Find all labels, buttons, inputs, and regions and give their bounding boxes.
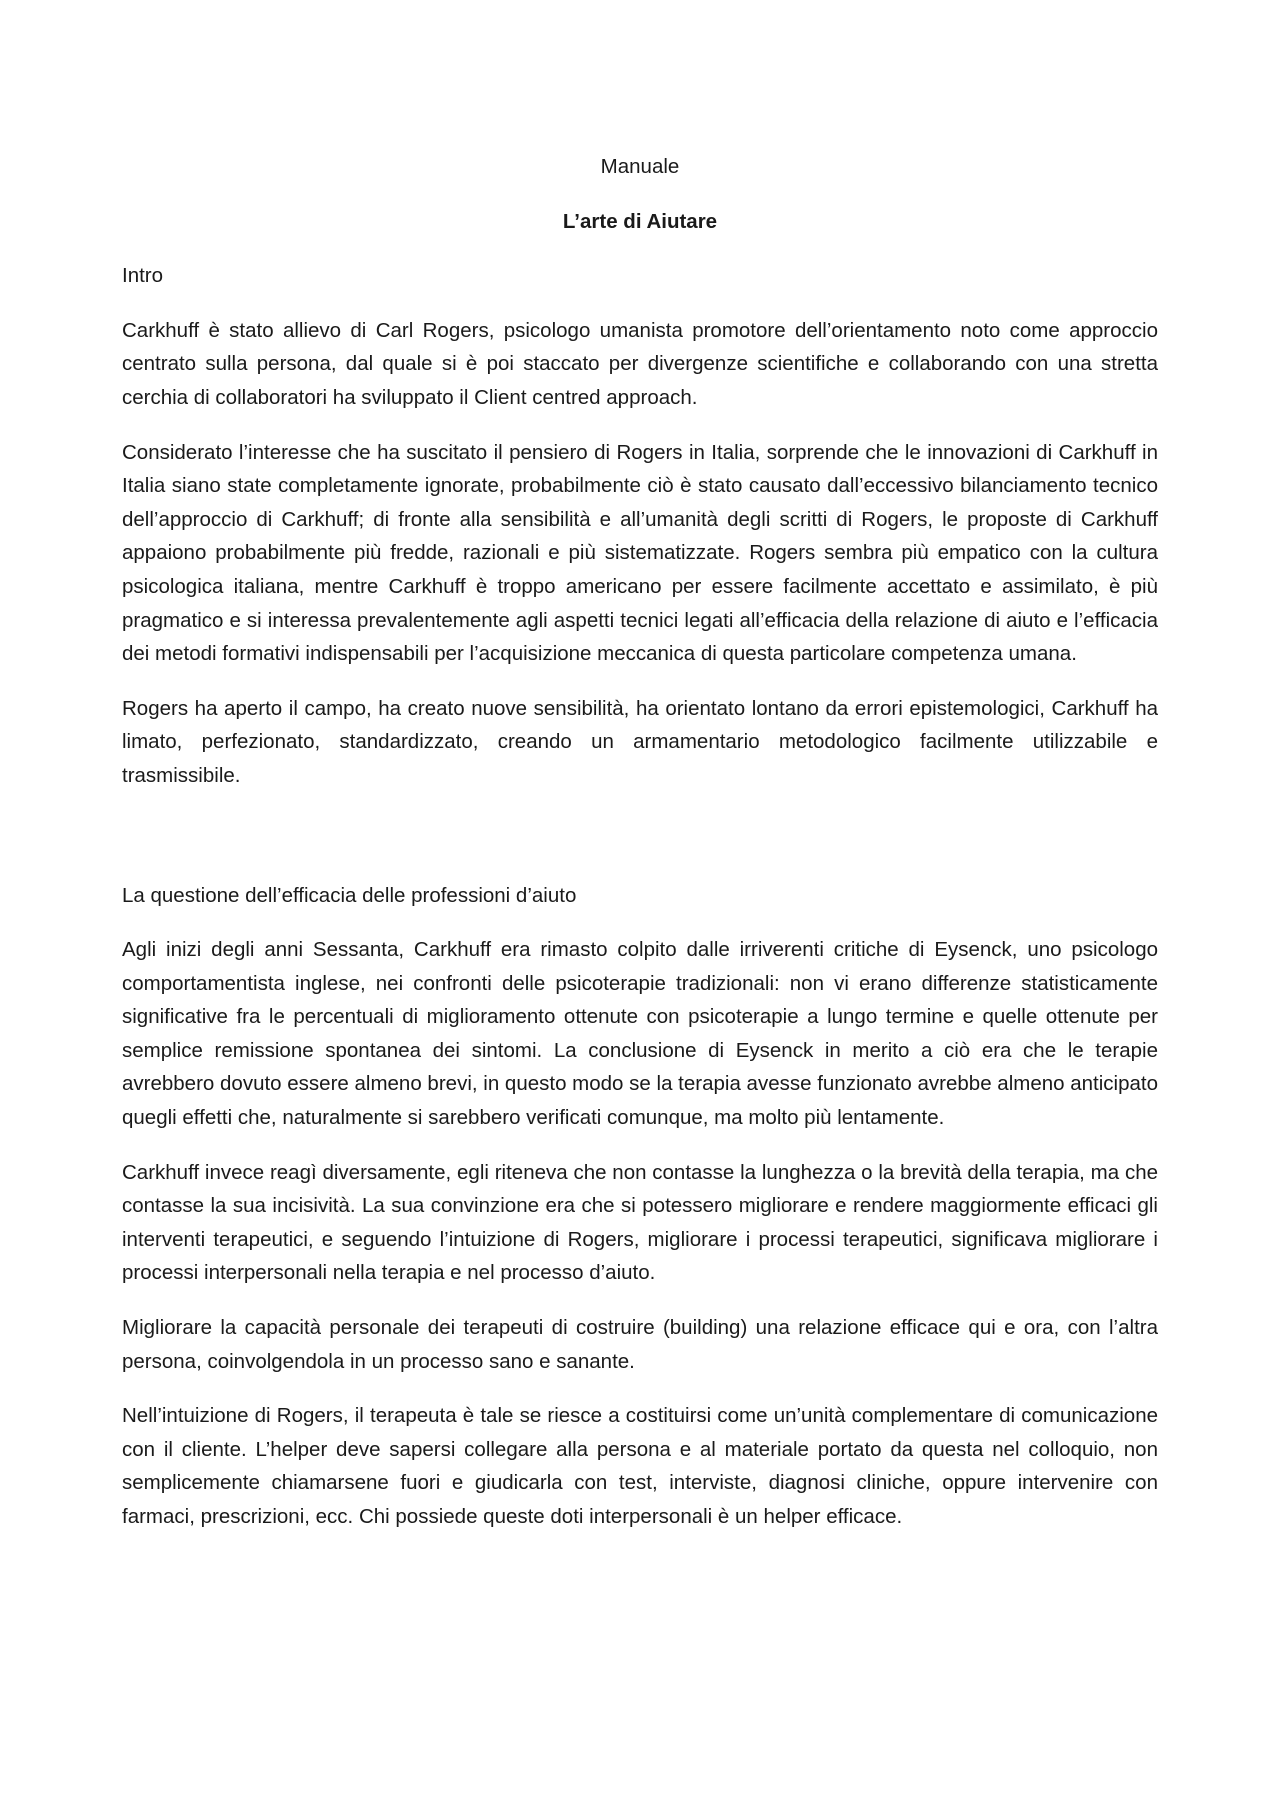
document-label: Manuale — [600, 155, 680, 178]
paragraph: Migliorare la capacità personale dei terapeuti di costruire (building) una relazione efficace qui e ora, con l’altra persona, coinvolgendola in un processo sano e sanante. — [122, 1316, 1158, 1373]
section-heading-intro: Intro — [122, 264, 164, 288]
paragraph: Carkhuff invece reagì diversamente, egli riteneva che non contasse la lunghezza o la brevità della terapia, ma che contasse la sua incisività. La sua convinzione era che si potessero migliorare e rendere maggiormente efficaci gli interventi terapeutici, e seguendo l’intuizione di Rogers, migliorare i processi terapeutici, significava migliorare i processi interpersonali nella terapia e nel processo d’aiuto. — [122, 1160, 1158, 1285]
paragraph: Agli inizi degli anni Sessanta, Carkhuff era rimasto colpito dalle irriverenti critiche di Eysenck, uno psicologo comportamentista inglese, nei confronti delle psicoterapie tradizionali: non vi erano differenze statisticamente significative fra le percentuali di miglioramento ottenute con psicoterapie a lungo termine e quelle ottenute per semplice remissione spontanea dei sintomi. La conclusione di Eysenck in merito a ciò era che le terapie avrebbero dovuto essere almeno brevi, in questo modo se la terapia avesse funzionato avrebbe almeno anticipato quegli effetti che, naturalmente si sarebbero verificati comunque, ma molto più lentamente. — [122, 938, 1158, 1130]
paragraph: Rogers ha aperto il campo, ha creato nuove sensibilità, ha orientato lontano da errori epistemologici, Carkhuff ha limato, perfezionato, standardizzato, creando un armamentario metodologico facilmente utilizzabile e trasmissibile. — [122, 696, 1158, 787]
section-heading-efficacy: La questione dell’efficacia delle professioni d’aiuto — [122, 883, 577, 907]
paragraph: Nell’intuizione di Rogers, il terapeuta è tale se riesce a costituirsi come un’unità complementare di comunicazione con il cliente. L’helper deve sapersi collegare alla persona e al materiale portato da questa nel colloquio, non semplicemente chiamarsene fuori e giudicarla con test, interviste, diagnosi cliniche, oppure intervenire con farmaci, prescrizioni, ecc. Chi possiede queste doti interpersonali è un helper efficace. — [122, 1404, 1158, 1528]
document-body — [122, 150, 1158, 1534]
document-title: L’arte di Aiutare — [562, 209, 718, 233]
paragraph: Considerato l’interesse che ha suscitato il pensiero di Rogers in Italia, sorprende che le innovazioni di Carkhuff in Italia siano state completamente ignorate, probabilmente ciò è stato causato dall’eccessivo bilanciamento tecnico dell’approccio di Carkhuff; di fronte alla sensibilità e all’umanità degli scritti di Rogers, le proposte di Carkhuff appaiono probabilmente più fredde, razionali e più sistematizzate. Rogers sembra più empatico con la cultura psicologica italiana, mentre Carkhuff è troppo americano per essere facilmente accettato e assimilato, è più pragmatico e si interessa prevalentemente agli aspetti tecnici legati all’efficacia della relazione di aiuto e l’efficacia dei metodi formativi indispensabili per l’acquisizione meccanica di questa particolare competenza umana. — [122, 440, 1158, 666]
paragraph: Carkhuff è stato allievo di Carl Rogers, psicologo umanista promotore dell’orientamento noto come approccio centrato sulla persona, dal quale si è poi staccato per divergenze scientifiche e collaborando con una stretta cerchia di collaboratori ha sviluppato il Client centred approach. — [122, 318, 1158, 409]
